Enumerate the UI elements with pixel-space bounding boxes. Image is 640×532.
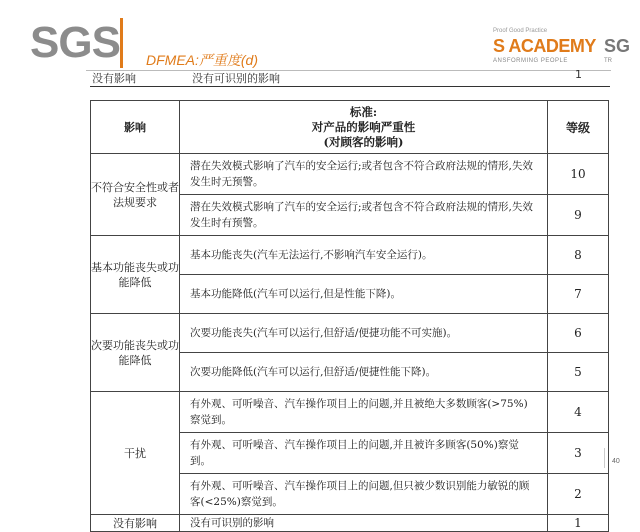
academy-tagline: Proof Good Practice — [493, 28, 548, 34]
slide-subtitle: DFMEA:严重度(d) — [146, 52, 258, 68]
rank-cell: 7 — [548, 275, 609, 314]
logo-divider — [120, 18, 123, 68]
rank-cell: 4 — [548, 392, 609, 433]
criteria-cell: 基本功能丧失(汽车无法运行,不影响汽车安全运行)。 — [180, 236, 548, 275]
header-rank: 等级 — [548, 101, 609, 154]
table-header-row — [91, 101, 609, 154]
divider-line — [90, 86, 610, 87]
criteria-cell: 潜在失效模式影响了汽车的安全运行;或者包含不符合政府法规的情形,失效发生时无预警。 — [180, 154, 548, 195]
header-effect: 影响 — [91, 101, 180, 154]
rank-cell: 3 — [548, 433, 609, 474]
criteria-cell: 次要功能降低(汽车可以运行,但舒适/便捷性能下降)。 — [180, 353, 548, 392]
document-edge — [86, 70, 611, 71]
effect-none: 没有影响 — [91, 515, 180, 532]
criteria-cell: 有外观、可听噪音、汽车操作项目上的问题,并且被绝大多数顾客(>75%)察觉到。 — [180, 392, 548, 433]
criteria-cell: 有外观、可听噪音、汽车操作项目上的问题,并且被许多顾客(50%)察觉到。 — [180, 433, 548, 474]
rank-cell: 2 — [548, 474, 609, 515]
criteria-cell: 有外观、可听噪音、汽车操作项目上的问题,但只被少数识别能力敏锐的顾客(<25%)察觉到。 — [180, 474, 548, 515]
sg-logo-right-sub: TR — [604, 58, 612, 64]
header-standard-line2: 对产品的影响严重性 — [311, 119, 416, 134]
rank-cell: 10 — [548, 154, 609, 195]
sg-logo-right: SG — [604, 36, 631, 56]
sgs-logo: SGS — [30, 18, 120, 67]
table-row — [91, 314, 609, 353]
effect-annoyance: 干扰 — [91, 392, 180, 515]
rank-cell: 8 — [548, 236, 609, 275]
effect-secondary-function: 次要功能丧失或功能降低 — [91, 314, 180, 392]
criteria-cell: 次要功能丧失(汽车可以运行,但舒适/便捷功能不可实施)。 — [180, 314, 548, 353]
academy-logo: S ACADEMY — [493, 36, 596, 56]
header-standard — [180, 101, 548, 154]
severity-table — [90, 100, 609, 532]
table-row — [91, 392, 609, 433]
page-rule — [604, 448, 605, 468]
criteria-cell: 基本功能降低(汽车可以运行,但是性能下降)。 — [180, 275, 548, 314]
criteria-cell: 没有可识别的影响 — [180, 515, 548, 532]
effect-primary-function: 基本功能丧失或功能降低 — [91, 236, 180, 314]
partial-criteria-top: 没有可识别的影响 — [192, 72, 280, 85]
partial-effect-top: 没有影响 — [92, 72, 136, 85]
table-row — [91, 154, 609, 195]
effect-safety: 不符合安全性或者法规要求 — [91, 154, 180, 236]
partial-rank-top: 1 — [575, 68, 582, 81]
academy-subtext: ANSFORMING PEOPLE — [493, 58, 568, 64]
header-standard-line1: 标准: — [349, 104, 378, 119]
rank-cell: 9 — [548, 195, 609, 236]
rank-cell: 1 — [548, 515, 609, 532]
page-number: 40 — [612, 458, 620, 465]
rank-cell: 5 — [548, 353, 609, 392]
criteria-cell: 潜在失效模式影响了汽车的安全运行;或者包含不符合政府法规的情形,失效发生时有预警。 — [180, 195, 548, 236]
header-standard-line3: (对顾客的影响) — [323, 134, 404, 149]
rank-cell: 6 — [548, 314, 609, 353]
table-row — [91, 236, 609, 275]
table-row — [91, 515, 609, 532]
